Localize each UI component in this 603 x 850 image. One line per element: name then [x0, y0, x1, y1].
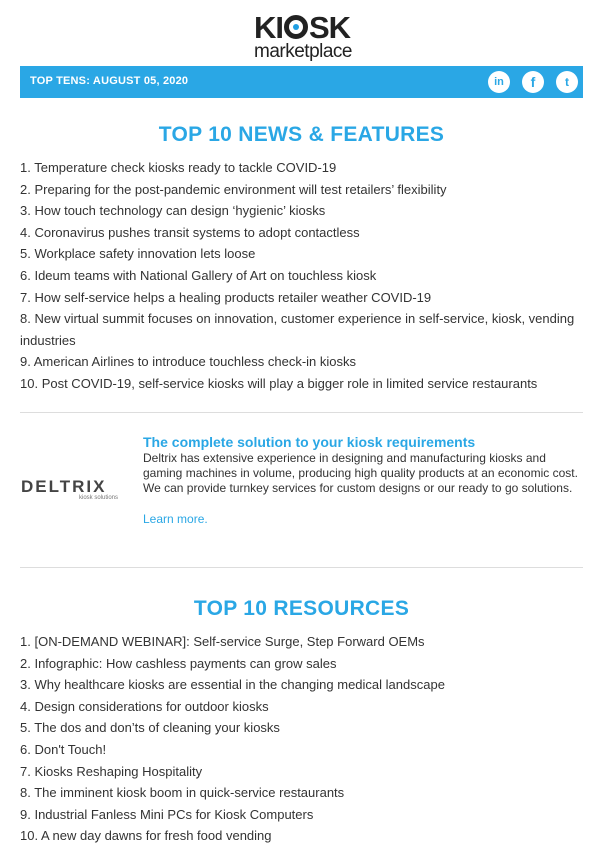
- list-item-link[interactable]: American Airlines to introduce touchless check-in kiosks: [33, 354, 357, 370]
- list-item-link[interactable]: New virtual summit focuses on innovation, customer experience in self-service, kiosk, vending industries: [20, 311, 575, 348]
- ad-title[interactable]: The complete solution to your kiosk requirements: [143, 434, 476, 450]
- list-item: [20, 804, 590, 826]
- list-item: [20, 373, 590, 395]
- list-item-number: 6.: [20, 267, 35, 283]
- list-item-link[interactable]: How touch technology can design ‘hygienic’ kiosks: [34, 203, 326, 219]
- list-item-link[interactable]: Ideum teams with National Gallery of Art on touchless kiosk: [34, 267, 377, 283]
- list-item: [20, 825, 590, 847]
- logo-eye-icon: [284, 15, 308, 39]
- list-item-link[interactable]: Industrial Fanless Mini PCs for Kiosk Computers: [34, 806, 314, 822]
- list-item-number: 3.: [20, 203, 35, 219]
- header-bar: [20, 66, 583, 98]
- list-item-number: 7.: [20, 289, 35, 305]
- list-item-number: 5.: [20, 720, 35, 736]
- list-item-link[interactable]: Design considerations for outdoor kiosks: [34, 698, 269, 714]
- list-item-number: 1.: [20, 634, 35, 649]
- list-item-number: 8.: [20, 785, 35, 801]
- list-item: [20, 222, 590, 244]
- list-item: [20, 761, 590, 783]
- list-item-link[interactable]: Why healthcare kiosks are essential in the changing medical landscape: [34, 677, 445, 693]
- list-item-link[interactable]: Temperature check kiosks ready to tackle COVID-19: [34, 160, 337, 175]
- kiosk-marketplace-logo[interactable]: [0, 12, 603, 62]
- list-item: [20, 674, 590, 696]
- list-item-link[interactable]: Preparing for the post-pandemic environment will test retailers’ flexibility: [34, 181, 447, 197]
- list-item: [20, 200, 590, 222]
- list-item-link[interactable]: Workplace safety innovation lets loose: [34, 246, 256, 262]
- facebook-icon[interactable]: f: [522, 71, 544, 93]
- list-item: [20, 782, 590, 804]
- list-item: [20, 265, 590, 287]
- list-item: [20, 717, 590, 739]
- list-item: [20, 351, 590, 373]
- twitter-icon[interactable]: t: [556, 71, 578, 93]
- news-section-title: TOP 10 NEWS & FEATURES: [158, 123, 445, 146]
- logo-text-part1: KI: [254, 10, 283, 45]
- resources-list: [20, 631, 590, 847]
- list-item-link[interactable]: Coronavirus pushes transit systems to adopt contactless: [34, 224, 360, 240]
- list-item-number: 8.: [20, 311, 35, 327]
- deltrix-logo-subtext: kiosk solutions: [79, 495, 119, 501]
- list-item: [20, 631, 590, 653]
- list-item: [20, 179, 590, 201]
- logo-subtitle: marketplace: [254, 41, 352, 62]
- list-item: [20, 243, 590, 265]
- logo-text-part2: SK: [309, 10, 351, 45]
- list-item-number: 9.: [20, 806, 35, 822]
- list-item-number: 10.: [20, 828, 41, 844]
- list-item-number: 2.: [20, 181, 35, 197]
- logo-wordmark: [254, 12, 350, 43]
- list-item-link[interactable]: Kiosks Reshaping Hospitality: [34, 763, 203, 779]
- list-item: [20, 696, 590, 718]
- list-item: [20, 308, 590, 351]
- resources-section-title: TOP 10 RESOURCES: [193, 597, 410, 620]
- learn-more-link[interactable]: Learn more.: [143, 512, 208, 526]
- list-item-link[interactable]: The imminent kiosk boom in quick-service restaurants: [34, 785, 345, 801]
- deltrix-logo[interactable]: [21, 478, 133, 500]
- divider: [20, 412, 583, 413]
- list-item: [20, 157, 590, 179]
- list-item-number: 7.: [20, 763, 35, 779]
- news-list: [20, 157, 590, 395]
- list-item-link[interactable]: The dos and don’ts of cleaning your kiosks: [34, 720, 280, 736]
- list-item-link[interactable]: [ON-DEMAND WEBINAR]: Self-service Surge, Step Forward OEMs: [34, 634, 425, 649]
- list-item-number: 1.: [20, 160, 35, 175]
- list-item: [20, 287, 590, 309]
- deltrix-logo-text: DELTRIX: [21, 477, 107, 496]
- list-item-number: 5.: [20, 246, 35, 262]
- linkedin-icon[interactable]: in: [488, 71, 510, 93]
- list-item-number: 2.: [20, 655, 35, 671]
- list-item-link[interactable]: Don't Touch!: [34, 741, 107, 757]
- list-item-number: 3.: [20, 677, 35, 693]
- list-item-number: 4.: [20, 698, 35, 714]
- list-item-number: 9.: [20, 354, 34, 370]
- list-item-number: 10.: [20, 375, 42, 391]
- list-item: [20, 739, 590, 761]
- list-item-number: 6.: [20, 741, 35, 757]
- header-title: TOP TENS: AUGUST 05, 2020: [30, 75, 189, 87]
- list-item-link[interactable]: How self-service helps a healing products retailer weather COVID-19: [34, 289, 432, 305]
- list-item-number: 4.: [20, 224, 35, 240]
- list-item-link[interactable]: Infographic: How cashless payments can grow sales: [34, 655, 337, 671]
- list-item-link[interactable]: Post COVID-19, self-service kiosks will play a bigger role in limited service restaurants: [41, 375, 538, 391]
- list-item: [20, 653, 590, 675]
- divider: [20, 567, 583, 568]
- ad-body: Deltrix has extensive experience in designing and manufacturing kiosks and gaming machines in volume, producing high quality products at an economic cost. We can provide turnkey services for custom designs or our ready to go solutions.: [143, 451, 578, 496]
- list-item-link[interactable]: A new day dawns for fresh food vending: [40, 828, 272, 844]
